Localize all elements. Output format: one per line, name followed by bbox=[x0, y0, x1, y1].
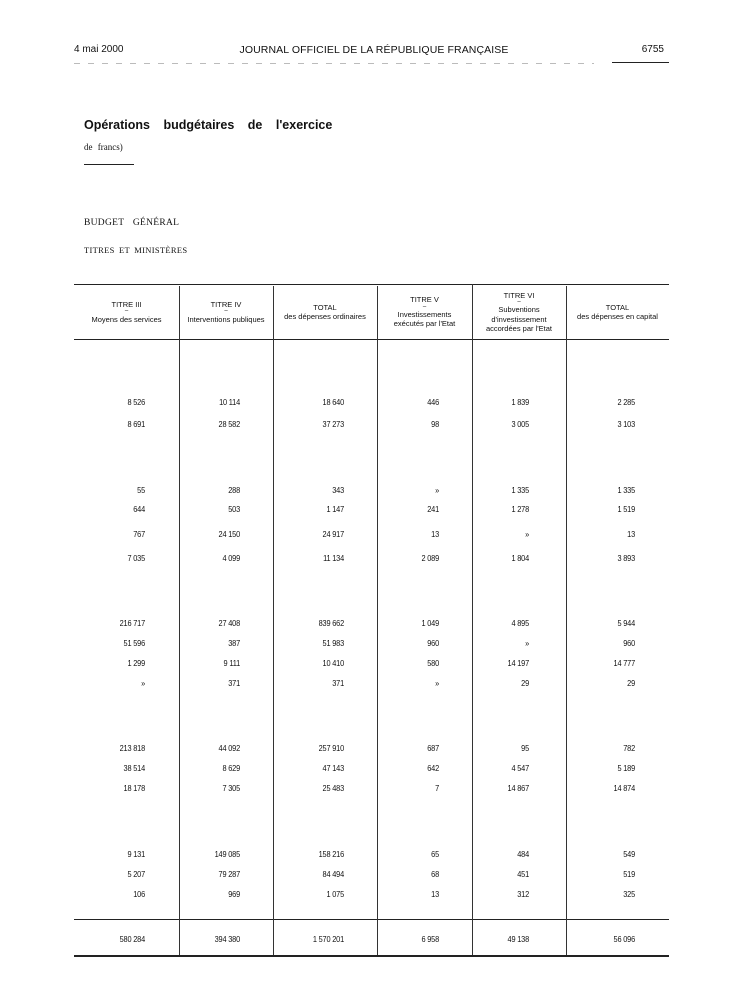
table-cell: 13 bbox=[431, 530, 439, 539]
table-cell: 644 bbox=[133, 505, 145, 514]
budget-label: BUDGET GÉNÉRAL bbox=[84, 218, 180, 228]
table-cell: 25 483 bbox=[322, 784, 344, 793]
table-cell: 8 526 bbox=[127, 398, 145, 407]
table-cell: 95 bbox=[521, 744, 529, 753]
table-total-cell: 1 570 201 bbox=[312, 935, 344, 944]
header-rule bbox=[612, 62, 669, 63]
titres-label: TITRES ET MINISTÈRES bbox=[84, 245, 188, 255]
table-cell: 2 285 bbox=[617, 398, 635, 407]
table-cell: 839 662 bbox=[318, 619, 344, 628]
table-cell: 3 005 bbox=[511, 420, 529, 429]
column-header-title: TITRE V bbox=[410, 295, 439, 305]
table-cell: 9 131 bbox=[127, 850, 145, 859]
header-page-number: 6755 bbox=[641, 44, 664, 55]
column-header bbox=[273, 286, 377, 338]
table-total-cell: 6 958 bbox=[421, 935, 439, 944]
column-header-description: Moyens des services bbox=[91, 314, 162, 324]
column-header bbox=[377, 286, 472, 338]
table-cell: 13 bbox=[431, 890, 439, 899]
table-cell: 5 189 bbox=[617, 764, 635, 773]
table-cell: 7 305 bbox=[222, 784, 240, 793]
column-header bbox=[179, 286, 273, 338]
table-cell: 38 514 bbox=[123, 764, 145, 773]
table-top-rule bbox=[74, 284, 669, 285]
table-total-rule bbox=[74, 919, 669, 920]
table-total-cell: 394 380 bbox=[214, 935, 240, 944]
table-cell: 960 bbox=[623, 639, 635, 648]
table-cell: 149 085 bbox=[214, 850, 240, 859]
table-cell: 371 bbox=[332, 679, 344, 688]
table-cell: 8 629 bbox=[222, 764, 240, 773]
column-header bbox=[74, 286, 179, 338]
table-cell: 14 197 bbox=[507, 659, 529, 668]
column-header-description: Investissements exécutés par l'Etat bbox=[393, 310, 456, 329]
section-subtitle: de francs) bbox=[84, 142, 123, 152]
table-cell: 549 bbox=[623, 850, 635, 859]
table-cell: 10 114 bbox=[219, 398, 240, 407]
table-cell: 9 111 bbox=[223, 659, 240, 668]
table-cell: 5 944 bbox=[617, 619, 635, 628]
table-cell: 18 640 bbox=[322, 398, 344, 407]
column-header-description: Subventions d'investissement accordées par l'Etat bbox=[485, 305, 553, 334]
column-header-dash: – bbox=[422, 303, 427, 310]
table-cell: 241 bbox=[427, 505, 439, 514]
table-cell: 158 216 bbox=[318, 850, 344, 859]
table-cell: 3 893 bbox=[617, 554, 635, 563]
table-header-rule bbox=[74, 339, 669, 340]
column-header-dash: – bbox=[517, 298, 521, 305]
table-cell: 10 410 bbox=[322, 659, 344, 668]
table-cell: 84 494 bbox=[322, 870, 344, 879]
table-cell: 213 818 bbox=[119, 744, 145, 753]
table-cell: 5 207 bbox=[127, 870, 145, 879]
column-header-description: Interventions publiques bbox=[187, 314, 265, 324]
table-cell: 1 335 bbox=[511, 486, 529, 495]
subtitle-rule bbox=[84, 164, 134, 165]
table-cell: 387 bbox=[228, 639, 240, 648]
column-header-title: TITRE III bbox=[111, 299, 142, 309]
table-cell: 47 143 bbox=[322, 764, 344, 773]
table-bottom-rule bbox=[74, 955, 669, 957]
table-cell: 24 150 bbox=[218, 530, 240, 539]
header-title: JOURNAL OFFICIEL DE LA RÉPUBLIQUE FRANÇAISE bbox=[239, 44, 509, 56]
table-cell: 1 147 bbox=[326, 505, 344, 514]
table-total-cell: 49 138 bbox=[507, 935, 529, 944]
table-cell: 55 bbox=[137, 486, 145, 495]
table-cell: 1 335 bbox=[617, 486, 635, 495]
table-cell: 37 273 bbox=[322, 420, 344, 429]
table-cell: 446 bbox=[427, 398, 439, 407]
column-header-description: des dépenses en capital bbox=[577, 312, 658, 321]
table-cell: 1 299 bbox=[127, 659, 145, 668]
table-cell: 580 bbox=[427, 659, 439, 668]
column-divider bbox=[273, 286, 274, 955]
table-cell: 7 035 bbox=[127, 554, 145, 563]
table-cell: 44 092 bbox=[218, 744, 240, 753]
table-total-cell: 580 284 bbox=[119, 935, 145, 944]
table-cell: 13 bbox=[627, 530, 635, 539]
column-header-dash: – bbox=[224, 308, 228, 315]
table-cell: 519 bbox=[623, 870, 635, 879]
table-cell: 1 519 bbox=[617, 505, 635, 514]
table-cell: » bbox=[435, 486, 439, 495]
table-cell: 1 049 bbox=[421, 619, 439, 628]
table-cell: 1 278 bbox=[511, 505, 529, 514]
table-cell: 451 bbox=[517, 870, 529, 879]
column-header-title: TITRE VI bbox=[503, 290, 535, 300]
column-header-title: TOTAL bbox=[605, 302, 630, 312]
table-cell: 68 bbox=[431, 870, 439, 879]
table-cell: 312 bbox=[517, 890, 529, 899]
column-header bbox=[566, 286, 669, 338]
table-cell: » bbox=[435, 679, 439, 688]
table-cell: 29 bbox=[627, 679, 635, 688]
table-cell: 484 bbox=[517, 850, 529, 859]
table-cell: 7 bbox=[435, 784, 439, 793]
table-cell: 642 bbox=[427, 764, 439, 773]
table-cell: 79 287 bbox=[218, 870, 240, 879]
column-header-description: des dépenses ordinaires bbox=[284, 312, 366, 321]
table-cell: 11 134 bbox=[323, 554, 344, 563]
table-cell: 1 839 bbox=[511, 398, 529, 407]
table-cell: 3 103 bbox=[617, 420, 635, 429]
table-cell: 28 582 bbox=[218, 420, 240, 429]
column-divider bbox=[566, 286, 567, 955]
table-cell: 216 717 bbox=[119, 619, 145, 628]
table-cell: 1 804 bbox=[511, 554, 529, 563]
column-header-title: TITRE IV bbox=[210, 299, 242, 309]
table-cell: 51 596 bbox=[123, 639, 145, 648]
table-cell: » bbox=[525, 639, 529, 648]
column-header-dash: – bbox=[124, 308, 129, 315]
table-cell: 29 bbox=[521, 679, 529, 688]
table-cell: 14 874 bbox=[613, 784, 635, 793]
table-cell: 106 bbox=[133, 890, 145, 899]
table-total-cell: 56 096 bbox=[613, 935, 635, 944]
table-cell: 343 bbox=[332, 486, 344, 495]
table-cell: 14 867 bbox=[507, 784, 529, 793]
table-cell: 2 089 bbox=[421, 554, 439, 563]
table-cell: 257 910 bbox=[318, 744, 344, 753]
header-date: 4 mai 2000 bbox=[74, 44, 124, 55]
table-cell: 65 bbox=[431, 850, 439, 859]
table-cell: » bbox=[141, 679, 145, 688]
table-cell: 782 bbox=[623, 744, 635, 753]
table-cell: 371 bbox=[228, 679, 240, 688]
table-cell: 969 bbox=[228, 890, 240, 899]
header-dotted-rule bbox=[74, 63, 594, 64]
section-title: Opérations budgétaires de l'exercice bbox=[84, 118, 333, 132]
table-cell: 98 bbox=[431, 420, 439, 429]
table-cell: 687 bbox=[427, 744, 439, 753]
table-cell: 51 983 bbox=[322, 639, 344, 648]
table-cell: 4 099 bbox=[222, 554, 240, 563]
column-header-title: TOTAL bbox=[313, 302, 337, 312]
table-cell: 503 bbox=[228, 505, 240, 514]
table-cell: 960 bbox=[427, 639, 439, 648]
table-cell: 14 777 bbox=[613, 659, 635, 668]
table-cell: 4 547 bbox=[511, 764, 529, 773]
table-cell: » bbox=[525, 530, 529, 539]
table-cell: 8 691 bbox=[127, 420, 145, 429]
table-cell: 24 917 bbox=[322, 530, 344, 539]
table-cell: 27 408 bbox=[218, 619, 240, 628]
table-cell: 4 895 bbox=[511, 619, 529, 628]
table-cell: 18 178 bbox=[123, 784, 145, 793]
table-cell: 288 bbox=[228, 486, 240, 495]
column-header bbox=[472, 286, 566, 338]
table-cell: 767 bbox=[133, 530, 145, 539]
table-cell: 325 bbox=[623, 890, 635, 899]
table-cell: 1 075 bbox=[326, 890, 344, 899]
